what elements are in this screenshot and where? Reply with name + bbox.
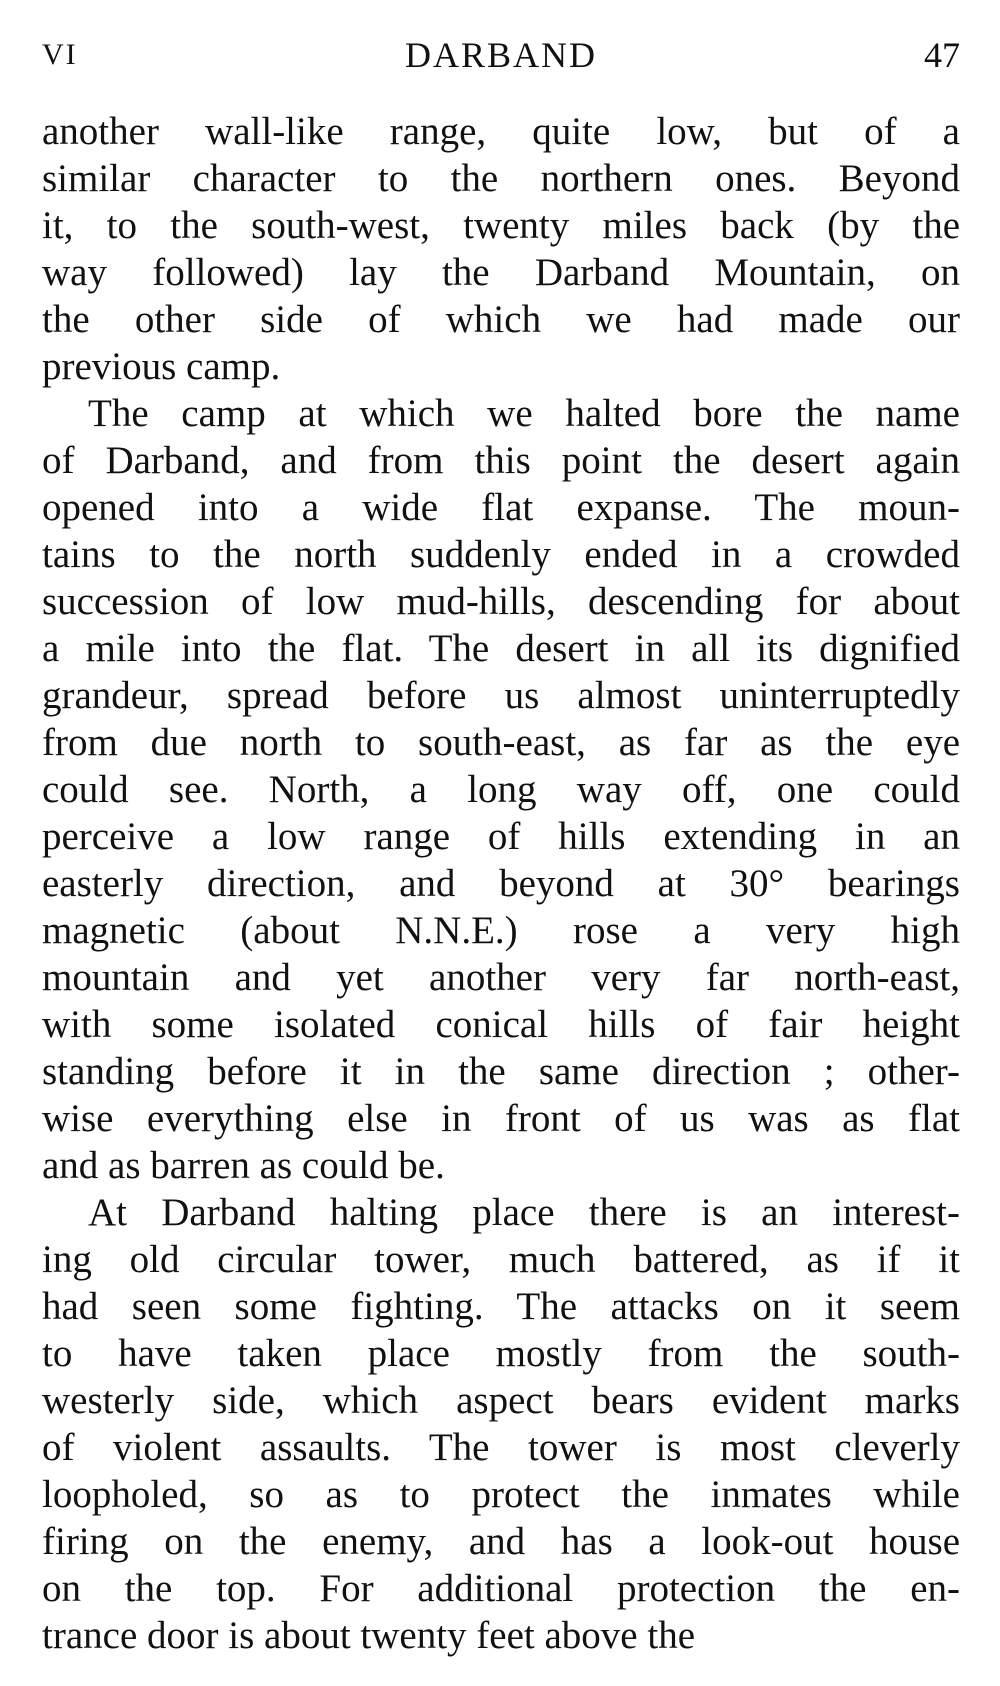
paragraph: [42, 390, 960, 1189]
running-head: [42, 30, 960, 80]
text-line: westerly side, which aspect bears evident marks: [42, 1379, 960, 1422]
text-line: wise everything else in front of us was as flat: [42, 1097, 960, 1140]
text-line: of Darband, and from this point the desert again: [42, 439, 960, 482]
text-line: perceive a low range of hills extending in an: [42, 815, 960, 858]
paragraph: [42, 108, 960, 390]
text-line: standing before it in the same direction ; other-: [42, 1050, 960, 1093]
text-line: had seen some fighting. The attacks on it seem: [42, 1285, 960, 1328]
text-line: loopholed, so as to protect the inmates while: [42, 1473, 960, 1516]
running-title: DARBAND: [404, 35, 597, 75]
text-line: firing on the enemy, and has a look-out house: [42, 1520, 960, 1563]
text-line: and as barren as could be.: [42, 1144, 445, 1187]
text-line: magnetic (about N.N.E.) rose a very high: [42, 909, 960, 952]
page-number: 47: [924, 35, 960, 75]
text-line: on the top. For additional protection the en-: [42, 1567, 960, 1610]
text-line: the other side of which we had made our: [42, 298, 960, 341]
text-line: trance door is about twenty feet above the: [42, 1614, 696, 1657]
text-line: previous camp.: [42, 345, 281, 388]
text-line: The camp at which we halted bore the name: [88, 392, 960, 435]
text-line: ing old circular tower, much battered, as if it: [42, 1238, 960, 1281]
text-line: succession of low mud-hills, descending for about: [42, 580, 960, 623]
text-line: At Darband halting place there is an interest-: [88, 1191, 960, 1234]
book-page: [42, 0, 960, 1686]
paragraph: [42, 1189, 960, 1659]
text-line: it, to the south-west, twenty miles back (by the: [42, 204, 960, 247]
text-line: to have taken place mostly from the south-: [42, 1332, 960, 1375]
body-text: [42, 108, 960, 1659]
text-line: easterly direction, and beyond at 30° bearings: [42, 862, 960, 905]
text-line: from due north to south-east, as far as the eye: [42, 721, 960, 764]
text-line: of violent assaults. The tower is most cleverly: [42, 1426, 960, 1469]
text-line: way followed) lay the Darband Mountain, on: [42, 251, 960, 294]
text-line: with some isolated conical hills of fair height: [42, 1003, 960, 1046]
text-line: tains to the north suddenly ended in a crowded: [42, 533, 960, 576]
text-line: grandeur, spread before us almost uninterruptedly: [42, 674, 960, 717]
text-line: another wall-like range, quite low, but of a: [42, 110, 960, 153]
chapter-number: VI: [42, 38, 78, 71]
text-line: mountain and yet another very far north-east,: [42, 956, 960, 999]
text-line: similar character to the northern ones. Beyond: [42, 157, 960, 200]
text-line: could see. North, a long way off, one could: [42, 768, 960, 811]
text-line: opened into a wide flat expanse. The moun-: [42, 486, 960, 529]
text-line: a mile into the flat. The desert in all its dignified: [42, 627, 960, 670]
